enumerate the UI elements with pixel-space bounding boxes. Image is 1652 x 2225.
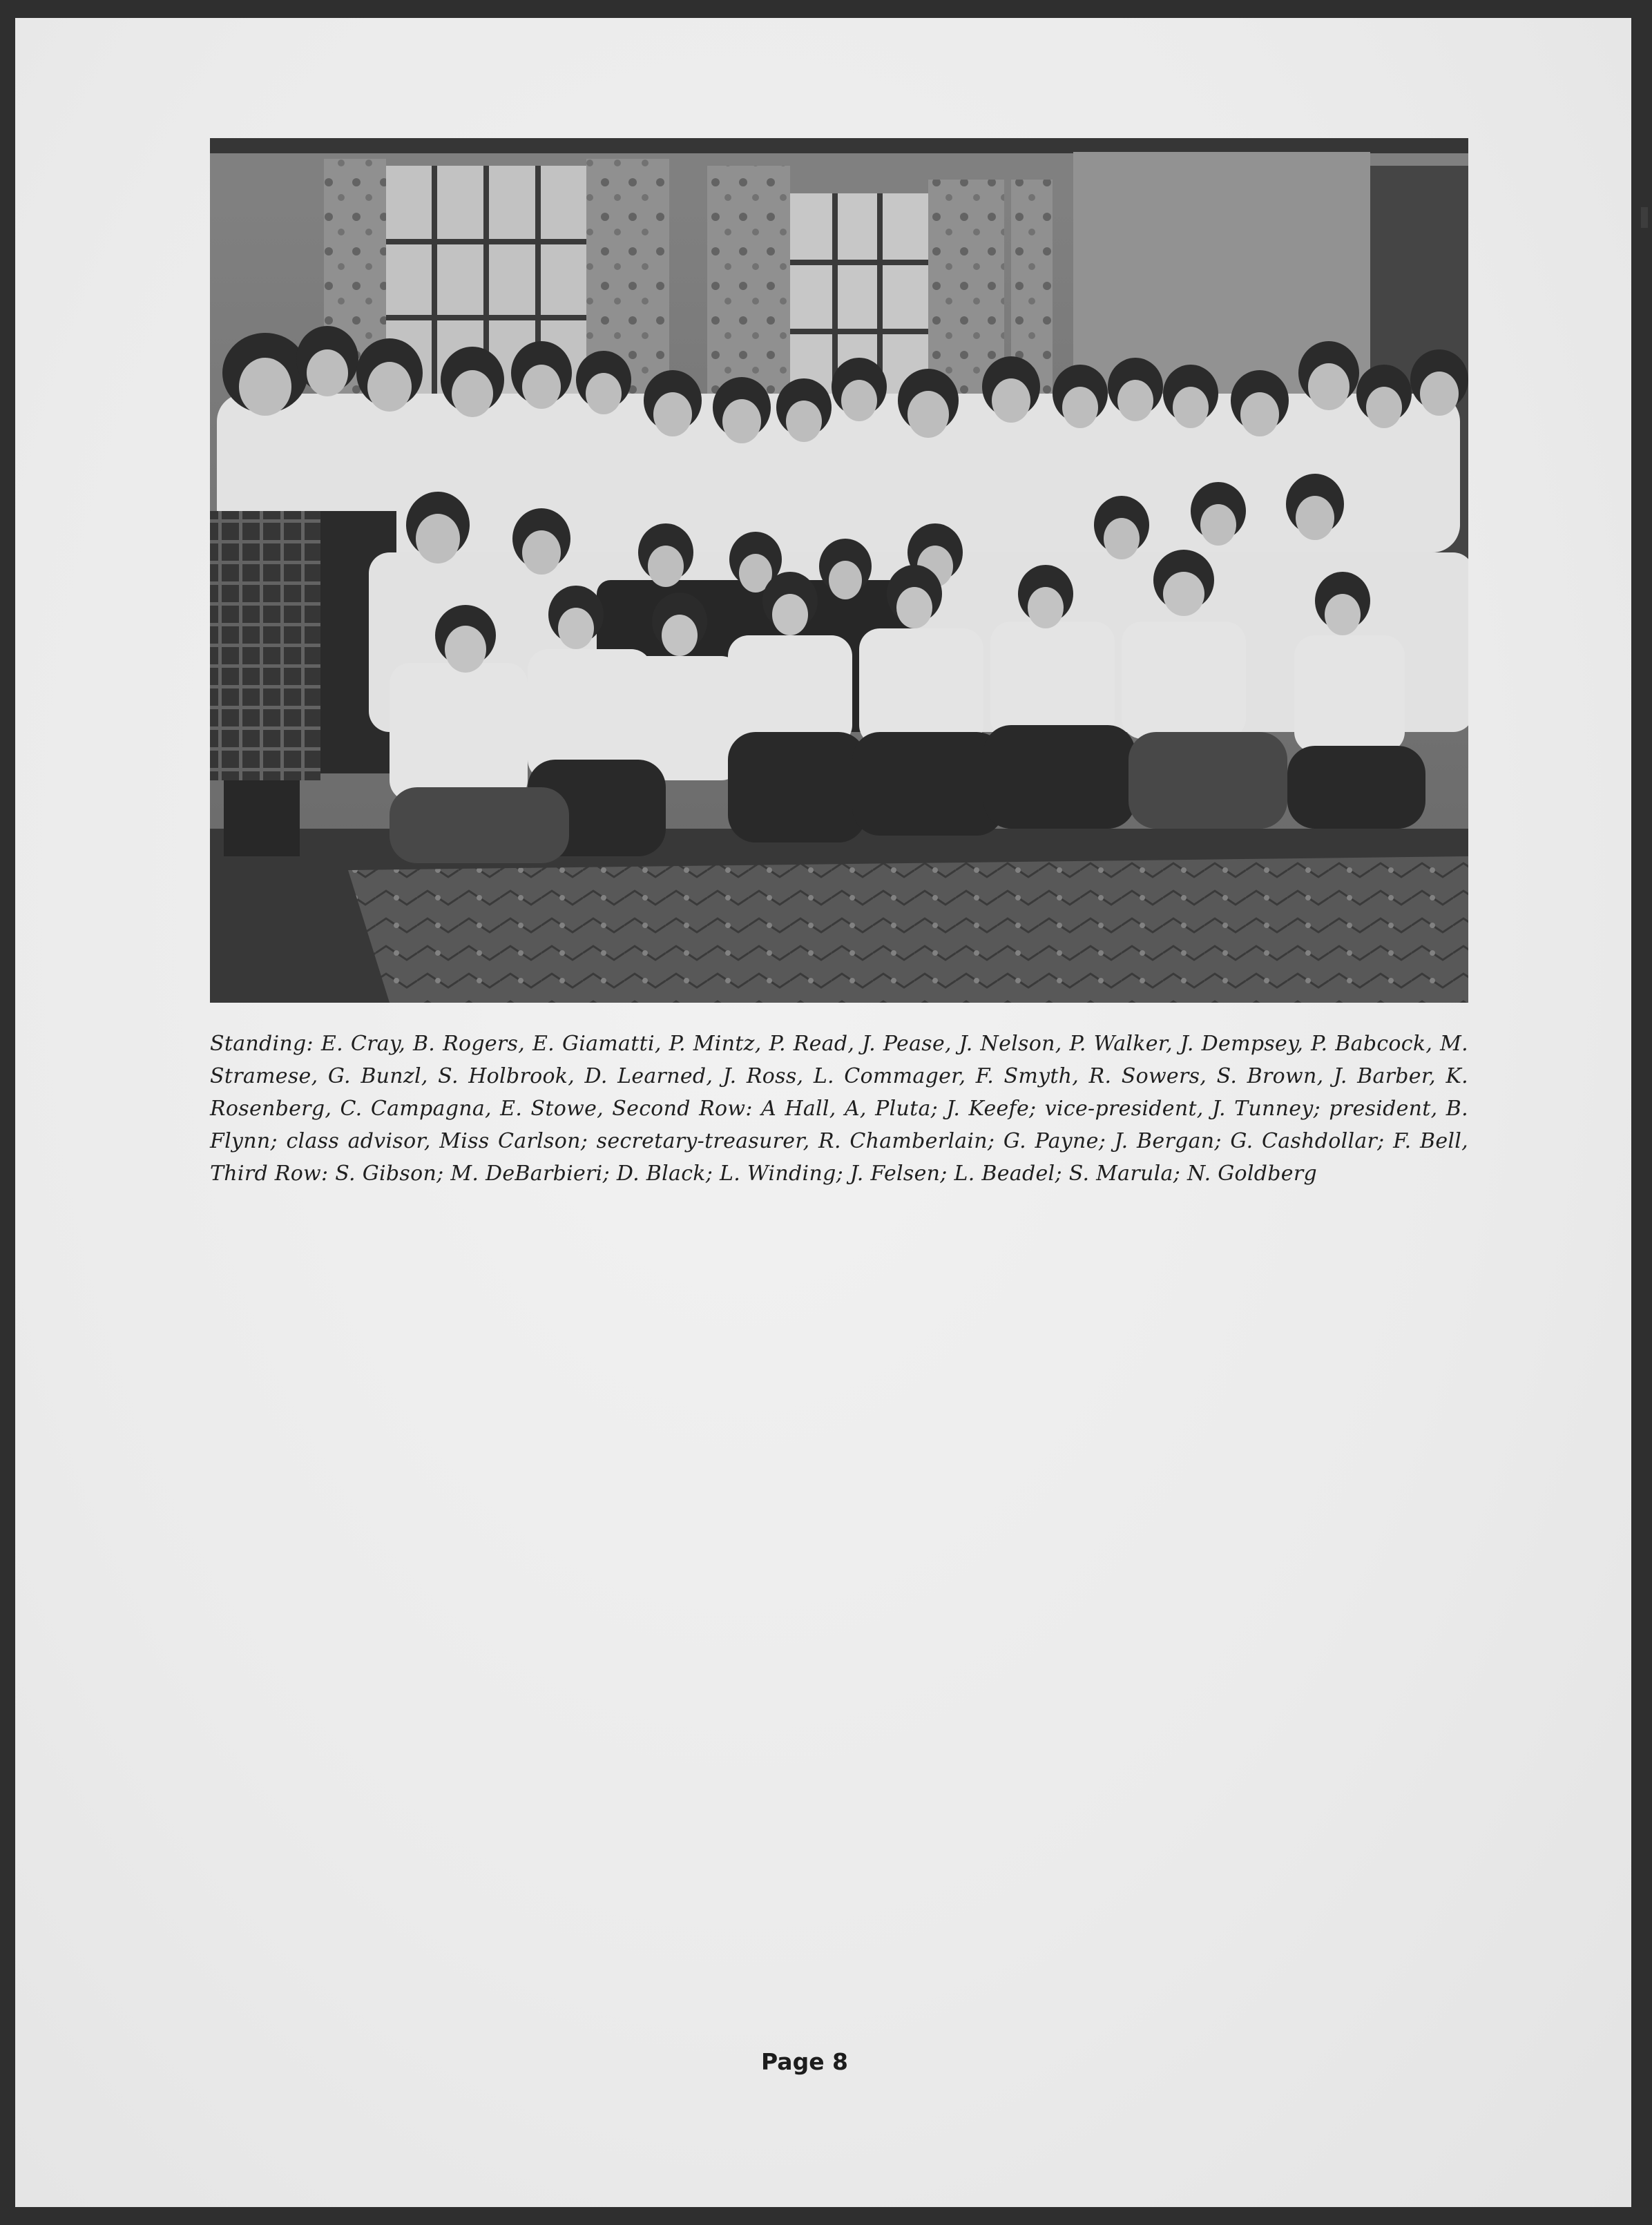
group-photo-illustration: [210, 138, 1468, 1003]
yearbook-page: [15, 18, 1631, 2207]
page-number: Page 8: [761, 2048, 849, 2075]
photo-caption: Standing: E. Cray, B. Rogers, E. Giamatti, P. Mintz, P. Read, J. Pease, J. Nelson, P. Walker, J. Dempsey, P. Babcock, M. Stramese, G. Bunzl, S. Holbrook, D. Learned, J. Ross, L. Commager, F. Smyth, R. Sowers, S. Brown, J. Barber, K. Rosenberg, C. Campagna, E. Stowe, Second Row: A Hall, A, Pluta; J. Keefe; vice-president, J. Tunney; president, B. Flynn; class advisor, Miss Carlson; secretary-treasurer, R. Chamberlain; G. Payne; J. Bergan; G. Cashdollar; F. Bell, Third Row: S. Gibson; M. DeBarbieri; D. Black; L. Winding; J. Felsen; L. Beadel; S. Marula; N. Goldberg: [210, 1032, 1468, 1186]
group-photograph: [210, 138, 1468, 1003]
binding-edge-mark: [1641, 207, 1648, 228]
